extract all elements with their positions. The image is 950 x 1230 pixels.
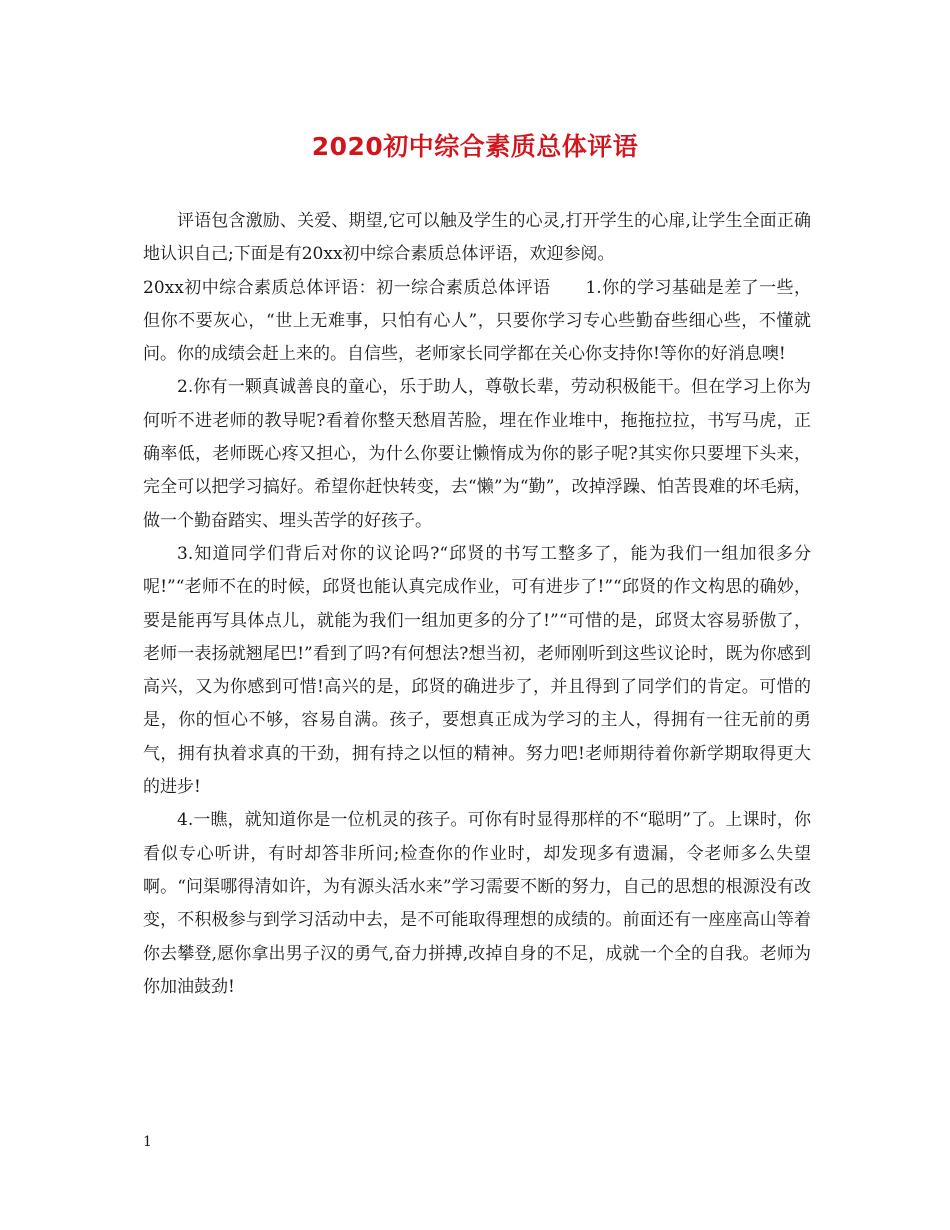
paragraph-comment-4: 4.一瞧，就知道你是一位机灵的孩子。可你有时显得那样的不“聪明”了。上课时，你看似专心听讲，有时却答非所问;检查你的作业时，却发现多有遗漏，令老师多么失望啊。“问渠哪得清如许，为有源头活水来”学习需要不断的努力，自己的思想的根源没有改变，不积极参与到学习活动中去，是不可能取得理想的成绩的。前面还有一座座高山等着你去攀登,愿你拿出男子汉的勇气,奋力拼搏,改掉自身的不足，成就一个全的自我。老师为你加油鼓劲!	[143, 810, 811, 997]
paragraph-intro: 评语包含激励、关爱、期望,它可以触及学生的心灵,打开学生的心扉,让学生全面正确地认识自己;下面是有20xx初中综合素质总体评语，欢迎参阅。	[143, 211, 811, 265]
paragraph-comment-1: 20xx初中综合素质总体评语：初一综合素质总体评语 1.你的学习基础是差了一些，但你不要灰心，“世上无难事，只怕有心人”，只要你学习专心些勤奋些细心些，不懂就问。你的成绩会赶上来的。自信些，老师家长同学都在关心你支持你!等你的好消息噢!	[143, 277, 811, 365]
page-number: 1	[143, 1134, 152, 1150]
document-body	[143, 205, 811, 1004]
document-title: 2020初中综合素质总体评语	[311, 132, 639, 161]
paragraph-comment-2: 2.你有一颗真诚善良的童心，乐于助人，尊敬长辈，劳动积极能干。但在学习上你为何听不进老师的教导呢?看着你整天愁眉苦脸，埋在作业堆中，拖拖拉拉，书写马虎，正确率低，老师既心疼又担心，为什么你要让懒惰成为你的影子呢?其实你只要埋下头来，完全可以把学习搞好。希望你赶快转变，去“懒”为“勤”，改掉浮躁、怕苦畏难的坏毛病，做一个勤奋踏实、埋头苦学的好孩子。	[143, 377, 811, 531]
paragraph-comment-3: 3.知道同学们背后对你的议论吗?“邱贤的书写工整多了，能为我们一组加很多分呢!”“老师不在的时候，邱贤也能认真完成作业，可有进步了!”“邱贤的作文构思的确妙，要是能再写具体点儿，就能为我们一组加更多的分了!”“可惜的是，邱贤太容易骄傲了，老师一表扬就翘尾巴!”看到了吗?有何想法?想当初，老师刚听到这些议论时，既为你感到高兴，又为你感到可惜!高兴的是，邱贤的确进步了，并且得到了同学们的肯定。可惜的是，你的恒心不够，容易自满。孩子，要想真正成为学习的主人，得拥有一往无前的勇气，拥有执着求真的干劲，拥有持之以恒的精神。努力吧!老师期待着你新学期取得更大的进步!	[143, 543, 811, 798]
